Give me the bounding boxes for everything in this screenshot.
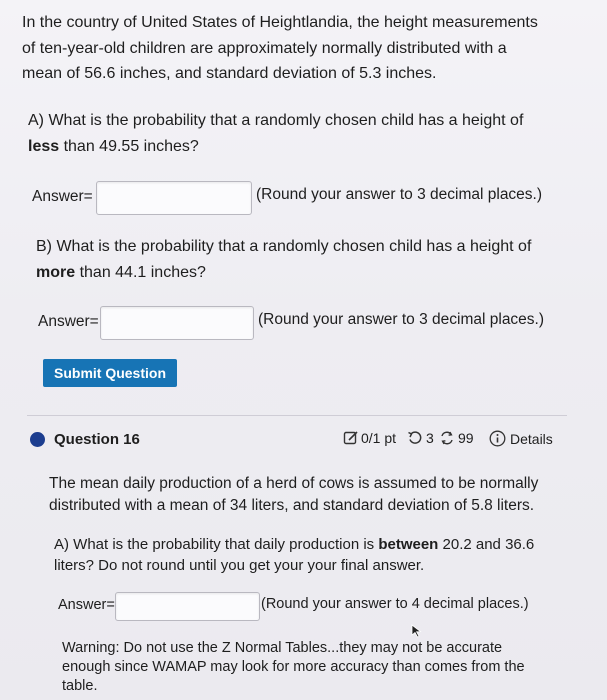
part-b-question-line-1: B) What is the probability that a randomly chosen child has a height of xyxy=(36,238,532,255)
q16-part-a-pre: A) What is the probability that daily production is xyxy=(54,536,379,553)
attempts-display xyxy=(407,430,434,446)
question-16-title: Question 16 xyxy=(54,431,140,448)
info-icon xyxy=(489,430,506,447)
submit-question-button[interactable]: Submit Question xyxy=(43,359,177,387)
q16-part-a-line-2: liters? Do not round until you get your your final answer. xyxy=(54,557,425,574)
warning-line-3: table. xyxy=(62,678,98,694)
undo-icon xyxy=(407,430,423,446)
question-bullet xyxy=(30,432,45,447)
details-label: Details xyxy=(510,430,553,447)
part-a-question-line-1: A) What is the probability that a randomly chosen child has a height of xyxy=(28,112,524,129)
part-b-question-rest: than 44.1 inches? xyxy=(75,264,206,281)
q16-answer-label: Answer= xyxy=(58,597,115,613)
q16-part-a-post: 20.2 and 36.6 xyxy=(438,536,535,553)
regens-display xyxy=(439,430,474,446)
intro-line-3: mean of 56.6 inches, and standard deviation of 5.3 inches. xyxy=(22,65,437,82)
q16-desc-line-1: The mean daily production of a herd of cows is assumed to be normally xyxy=(49,475,539,492)
score-display xyxy=(343,430,396,446)
q16-part-a-line-1 xyxy=(54,534,534,556)
part-b-answer-label: Answer= xyxy=(38,313,99,330)
warning-line-1: Warning: Do not use the Z Normal Tables...they may not be accurate xyxy=(62,640,503,656)
intro-line-2: of ten-year-old children are approximately normally distributed with a xyxy=(22,40,507,57)
attempts-value: 3 xyxy=(426,430,434,446)
part-a-question-rest: than 49.55 inches? xyxy=(59,138,199,155)
part-a-emphasis: less xyxy=(28,138,60,155)
regens-value: 99 xyxy=(458,430,474,446)
part-b-emphasis: more xyxy=(36,264,76,281)
q16-round-note: (Round your answer to 4 decimal places.) xyxy=(261,596,529,612)
checkbox-pencil-icon xyxy=(343,430,359,446)
q16-part-a-emphasis: between xyxy=(378,536,439,553)
part-b-round-note: (Round your answer to 3 decimal places.) xyxy=(258,311,545,328)
part-a-answer-input[interactable] xyxy=(96,181,252,215)
part-a-question-line-2 xyxy=(28,136,199,158)
intro-line-1: In the country of United States of Heightlandia, the height measurements xyxy=(22,14,538,31)
part-a-answer-label: Answer= xyxy=(32,188,93,205)
q16-desc-line-2: distributed with a mean of 34 liters, and standard deviation of 5.8 liters. xyxy=(49,497,535,514)
warning-line-2: enough since WAMAP may look for more accuracy than comes from the xyxy=(62,659,525,675)
part-a-round-note: (Round your answer to 3 decimal places.) xyxy=(256,186,543,203)
details-toggle[interactable] xyxy=(489,430,553,447)
part-b-answer-input[interactable] xyxy=(100,306,254,340)
refresh-icon xyxy=(439,430,455,446)
section-divider xyxy=(27,415,567,416)
q16-answer-input[interactable] xyxy=(115,592,260,621)
part-b-question-line-2 xyxy=(36,262,206,284)
score-value: 0/1 pt xyxy=(361,430,397,446)
